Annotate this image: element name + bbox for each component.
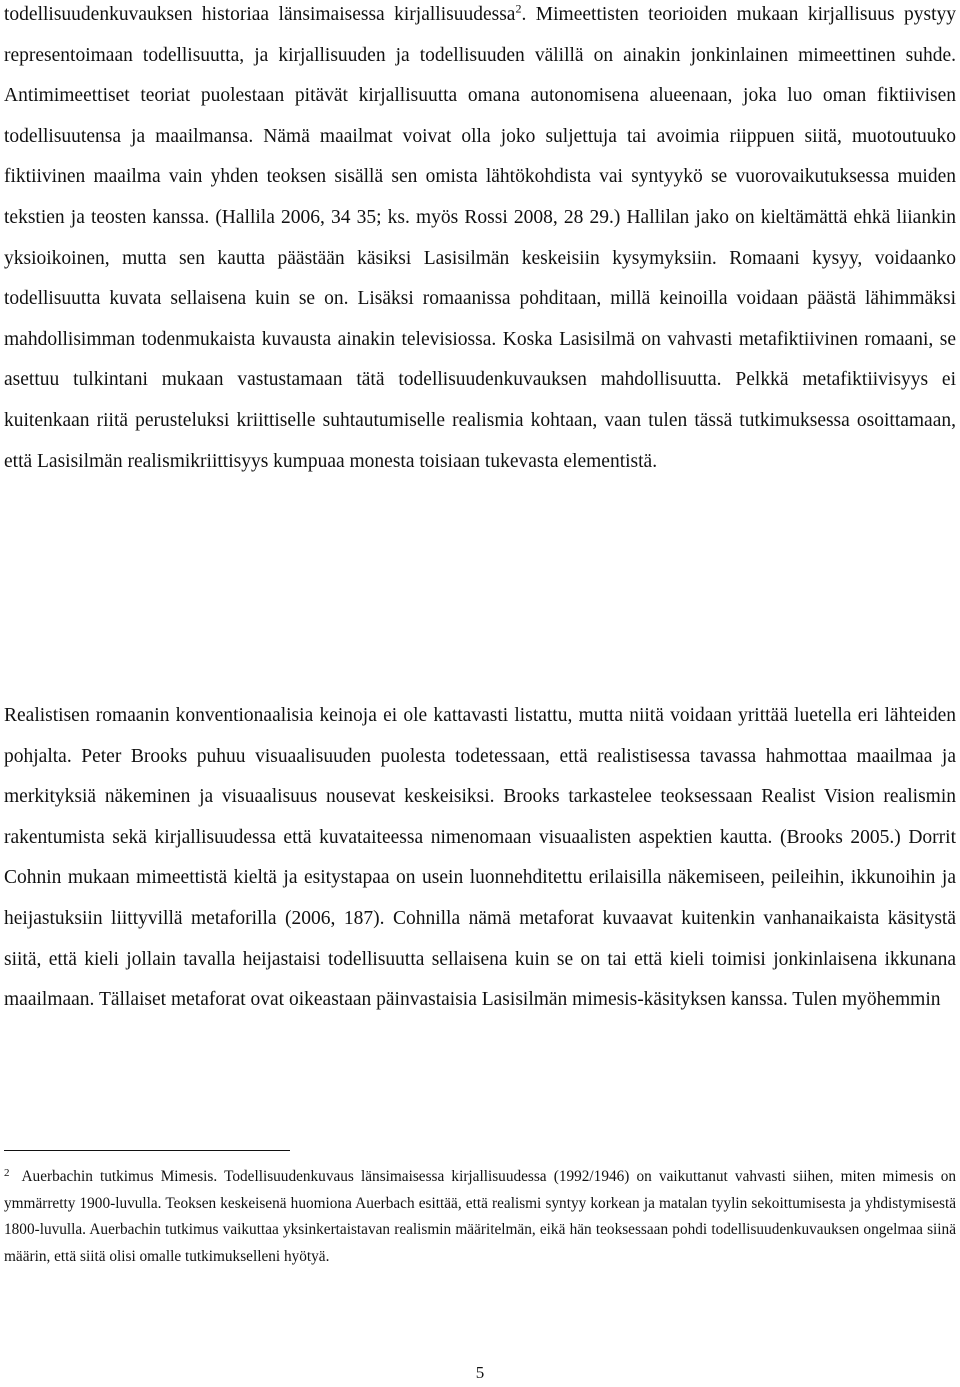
body-paragraph-1 <box>4 0 956 482</box>
document-page <box>4 0 956 1387</box>
body-paragraph-2: Realistisen romaanin konventionaalisia keinoja ei ole kattavasti listattu, mutta niitä voidaan yrittää luetella eri lähteiden pohjalta. Peter Brooks puhuu visuaalisuuden puolesta todetessaan, että realistisessa tavassa hahmottaa maailmaa ja merkityksiä näkeminen ja visuaalisuus nousevat keskeisiksi. Brooks tarkastelee teoksessaan Realist Vision realismin rakentumista sekä kirjallisuudessa että kuvataiteessa nimenomaan visuaalisten aspektien kautta. (Brooks 2005.) Dorrit Cohnin mukaan mimeettistä kieltä ja esitystapaa on usein luonnehditettu erilaisilla näkemiseen, peileihin, ikkunoihin ja heijastuksiin liittyvillä metaforilla (2006, 187). Cohnilla nämä metaforat kuvaavat kuitenkin vanhanaikaista käsitystä siitä, että kieli jollain tavalla heijastaisi todellisuutta sellaisena kuin se on tai että kieli toimisi jonkinlaisena ikkunana maailmaan. Tällaiset metaforat ovat oikeastaan päinvastaisia Lasisilmän mimesis-käsityksen kanssa. Tulen myöhemmin <box>4 705 956 1011</box>
footnote-separator <box>4 1150 290 1151</box>
footnote <box>4 1160 956 1270</box>
footnote-text: Auerbachin tutkimus Mimesis. Todellisuudenkuvaus länsimaisessa kirjallisuudessa (1992/1946) on vaikuttanut vahvasti siihen, miten mimesis on ymmärretty 1900-luvulla. Teoksen keskeisenä huomiona Auerbach esittää, että realismi syntyy korkean ja matalan tyylin sekoittumisesta ja yhdistymisestä 1800-luvulla. Auerbachin tutkimus vaikuttaa yksinkertaistavan realismin määritelmän, eikä hän teoksessaan pohdi todellisuudenkuvauksen ongelmaa siinä määrin, että siitä olisi omalle tutkimukselleni hyötyä. <box>4 1168 956 1265</box>
page-number: 5 <box>475 1363 485 1382</box>
paragraph-1-text-rest: . Mimeettisten teorioiden mukaan kirjallisuus pystyy representoimaan todellisuutta, ja kirjallisuuden ja todellisuuden välillä on ainakin jonkinlainen mimeettinen suhde. Antimimeettiset teoriat puolestaan pitävät kirjallisuutta omana autonomisena alueenaan, joka luo oman fiktiivisen todellisuutensa ja maailmansa. Nämä maailmat voivat olla joko suljettuja tai avoimia riippuen siitä, muotoutuuko fiktiivinen maailma vain yhden teoksen sisällä sen omista lähtökohdista vai syntyykö se vuorovaikutuksessa muiden tekstien ja teosten kanssa. (Hallila 2006, 34 35; ks. myös Rossi 2008, 28 29.) Hallilan jako on kieltämättä ehkä liiankin yksioikoinen, mutta sen kautta päästään käsiksi Lasisilmän keskeisiin kysymyksiin. Romaani kysyy, voidaanko todellisuutta kuvata sellaisena kuin se on. Lisäksi romaanissa pohditaan, millä keinoilla voidaan päästä lähimmäksi mahdollisimman todenmukaista kuvausta ainakin televisiossa. Koska Lasisilmä on vahvasti metafiktiivinen romaani, se asettuu tulkintani mukaan vastustamaan tätä todellisuudenkuvauksen mahdollisuutta. Pelkkä metafiktiivisyys ei kuitenkaan riitä perusteluksi kriittiselle suhtautumiselle realismia kohtaan, vaan tulen tässä tutkimuksessa osoittamaan, että Lasisilmän realismikriittisyys kumpuaa monesta toisiaan tukevasta elementistä. <box>4 4 957 472</box>
footnote-reference: 2 <box>515 1 522 16</box>
footnote-number: 2 <box>4 1167 10 1179</box>
paragraph-1-text-start: todellisuudenkuvauksen historiaa länsimaisessa kirjallisuudessa <box>4 4 516 25</box>
